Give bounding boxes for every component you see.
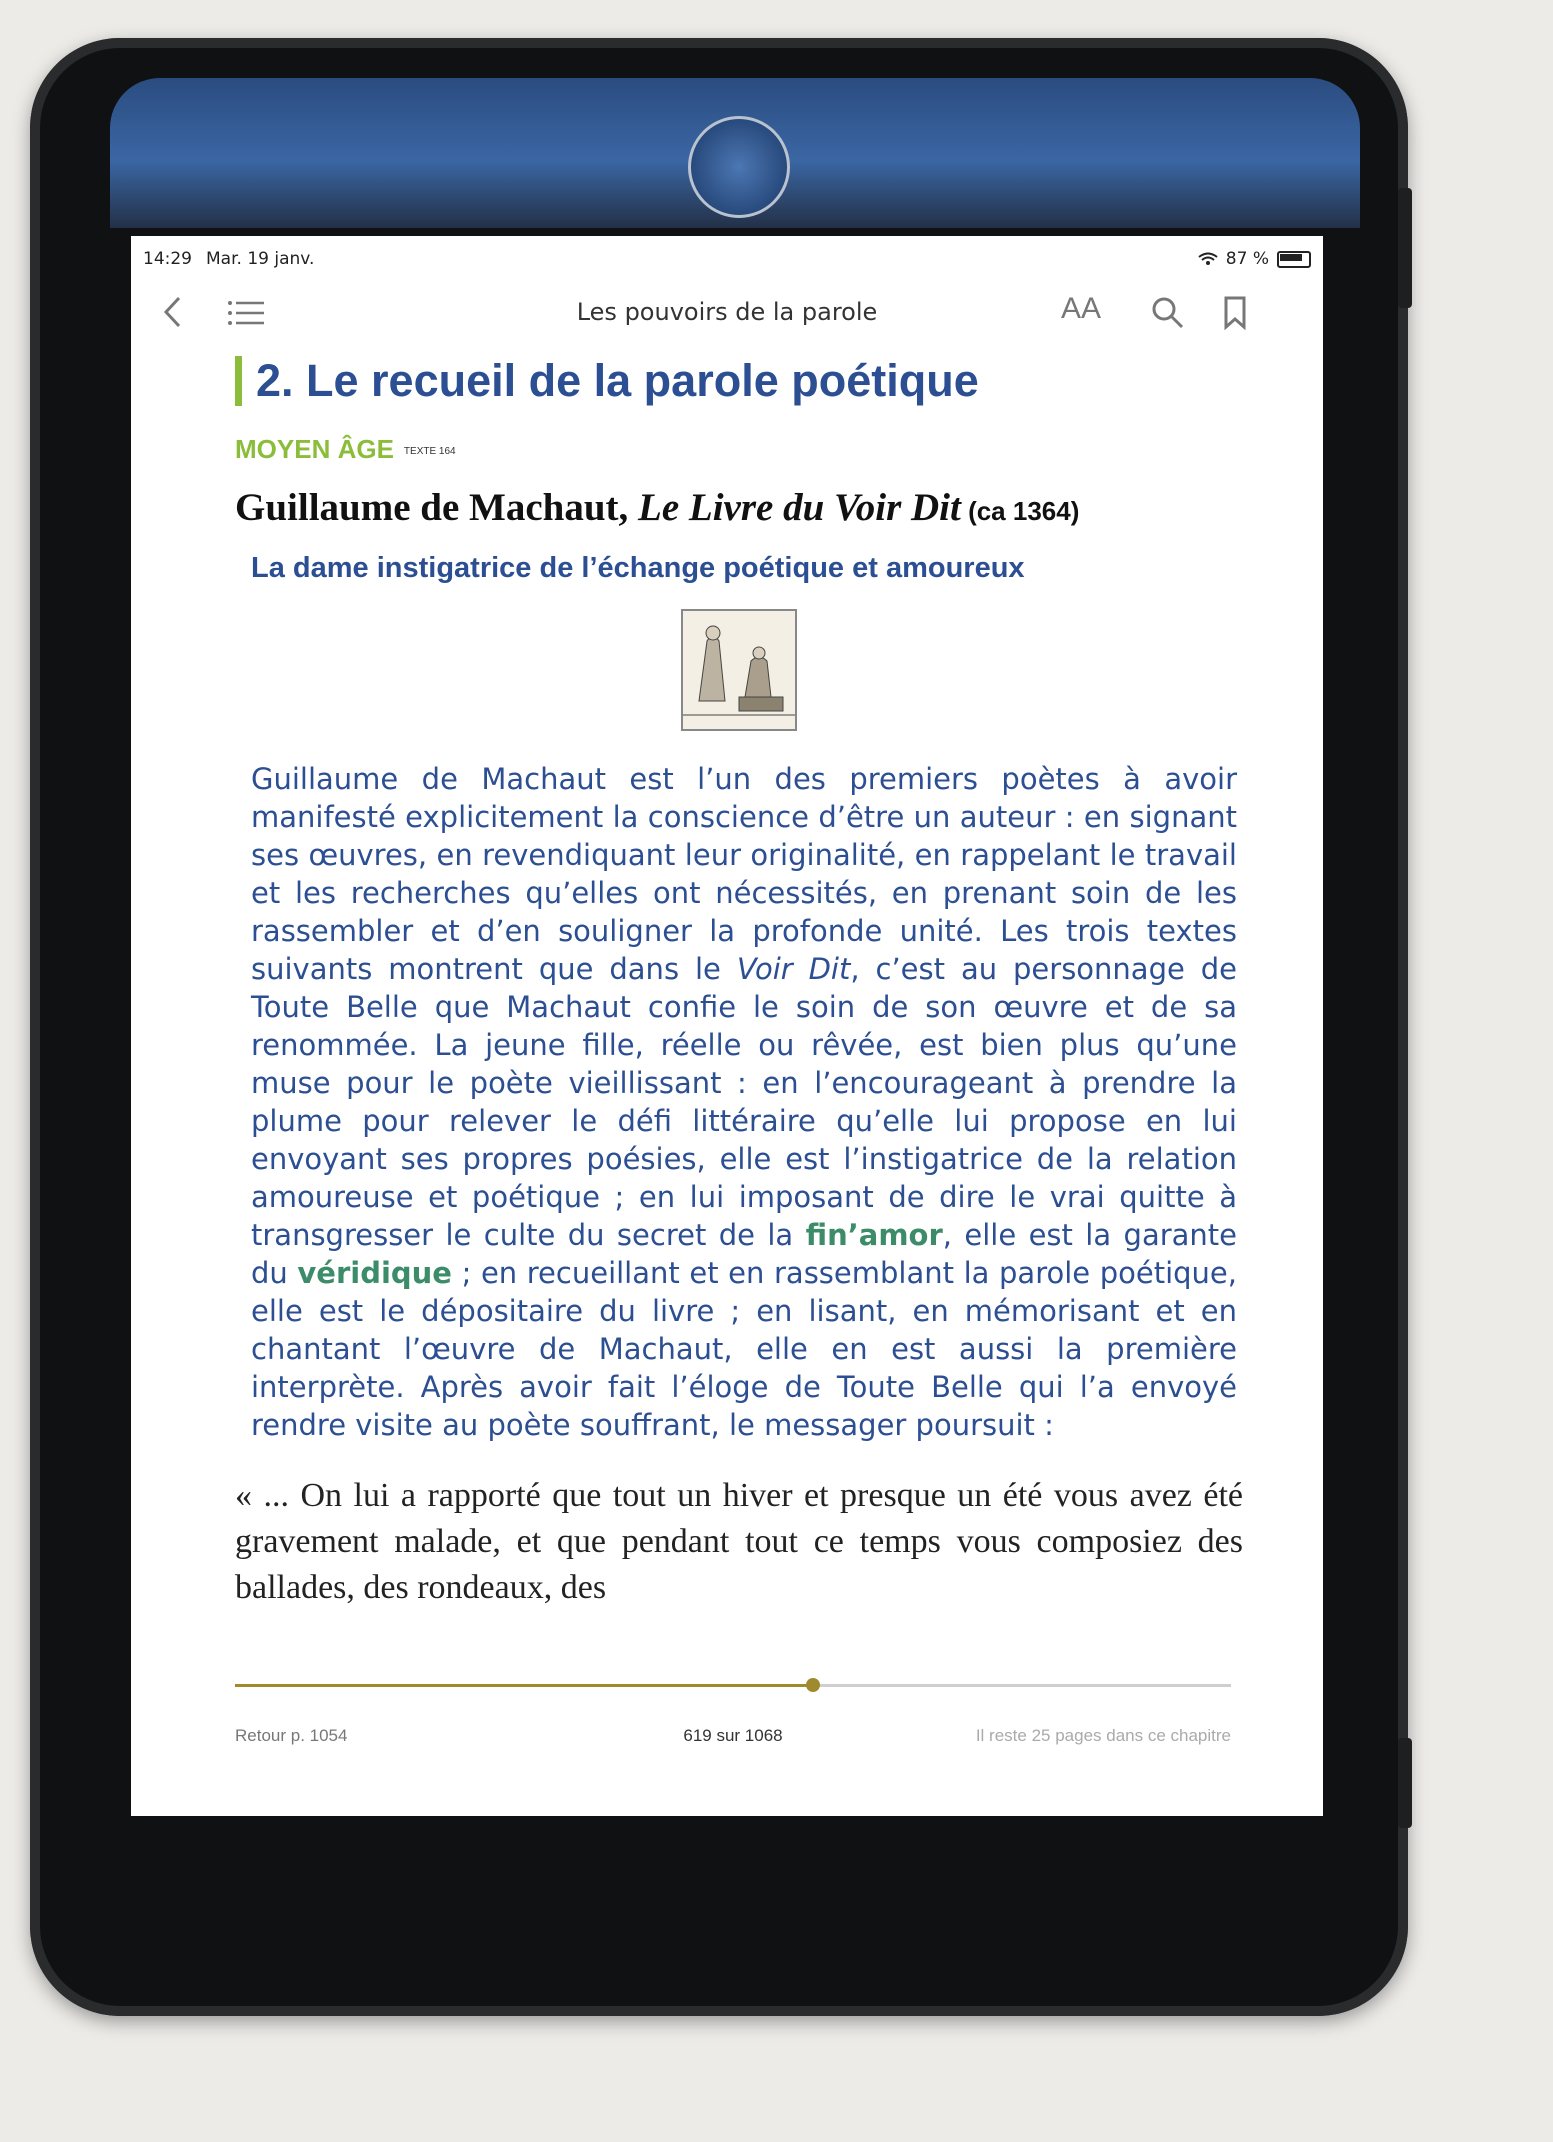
glossary-link-veridique[interactable]: véridique (297, 1256, 452, 1290)
period-text: MOYEN ÂGE (235, 434, 394, 464)
home-button[interactable] (688, 116, 790, 218)
glossary-link-fin-amor[interactable]: fin’amor (805, 1218, 943, 1252)
intro-italic: Voir Dit (736, 952, 851, 986)
intro-text-2: , c’est au personnage de Toute Belle que Machaut confie le soin de son œuvre et de sa renommée. La jeune fille, réelle ou rêvée, est bien plus qu’une muse pour le poète vieillissant : en l’encourageant à prendre la plume pour relever le défi littéraire qu’elle lui propose en lui envoyant ses propres poésies, elle est l’instigatrice de la relation amoureuse et poétique ; en lui imposant de dire le vrai quitte à transgresser le culte du secret de la (251, 952, 1238, 1252)
medieval-illustration[interactable] (681, 609, 797, 731)
progress-fill (235, 1684, 813, 1687)
work-title (235, 483, 1243, 536)
search-icon[interactable] (1151, 296, 1185, 330)
work-date: (ca 1364) (960, 496, 1080, 526)
period-label (235, 434, 1243, 465)
progress-knob[interactable] (806, 1678, 820, 1692)
book-chapter-title: Les pouvoirs de la parole (576, 298, 878, 326)
bookmark-icon[interactable] (1223, 296, 1247, 330)
pages-remaining: Il reste 25 pages dans ce chapitre (975, 1726, 1231, 1745)
volume-button[interactable] (1398, 188, 1412, 308)
reader-screen (131, 236, 1323, 1816)
page-position: 619 sur 1068 (683, 1726, 783, 1745)
status-bar (143, 246, 1311, 272)
intro-text-4: ; en recueillant et en rassemblant la parole poétique, elle est le dépositaire du livre ; en lisant, en mémorisant et en chantant l’œuvre de Machaut, elle en est aussi la première interprète. Après avoir fait l’éloge de Toute Belle qui l’a envoyé rendre visite au poète souffrant, le messager poursuit : (251, 1256, 1237, 1442)
status-battery-text: 87 % (1225, 249, 1269, 269)
status-date: Mar. 19 janv. (206, 249, 315, 269)
section-title: 2. Le recueil de la parole poétique (235, 356, 1243, 406)
author-name: Guillaume de Machaut, (235, 486, 639, 529)
intro-text-3: , elle est la garante du (251, 1218, 1237, 1290)
quote-text: « ... On lui a rapporté que tout un hiver et presque un été vous avez été gravement malade, et que pendant tout ce temps vous composiez des ballades, des rondeaux, des (235, 1477, 1243, 1606)
battery-icon (1277, 251, 1311, 268)
status-time: 14:29 (143, 249, 192, 269)
side-button[interactable] (1398, 1738, 1412, 1828)
reader-toolbar (131, 280, 1323, 344)
reader-content (235, 356, 1243, 1645)
reader-footer (235, 1726, 1231, 1750)
wifi-icon (1198, 252, 1218, 266)
intro-paragraph (251, 760, 1237, 1444)
font-size-button[interactable]: AA (1061, 292, 1102, 325)
back-page-link[interactable]: Retour p. 1054 (235, 1726, 348, 1745)
text-tag: TEXTE 164 (403, 445, 456, 457)
work-name: Le Livre du Voir Dit (638, 486, 961, 529)
reading-progress-bar[interactable] (235, 1684, 1231, 1687)
intro-text-1: Guillaume de Machaut est l’un des premiers poètes à avoir manifesté explicitement la conscience d’être un auteur : en signant ses œuvres, en revendiquant leur originalité, en rappelant le travail et les recherches qu’elles ont nécessités, en prenant soin de les rassembler et d’en souligner la profonde unité. Les trois textes suivants montrent que dans le (251, 762, 1237, 986)
text-subtitle: La dame instigatrice de l’échange poétique et amoureux (251, 552, 1025, 584)
